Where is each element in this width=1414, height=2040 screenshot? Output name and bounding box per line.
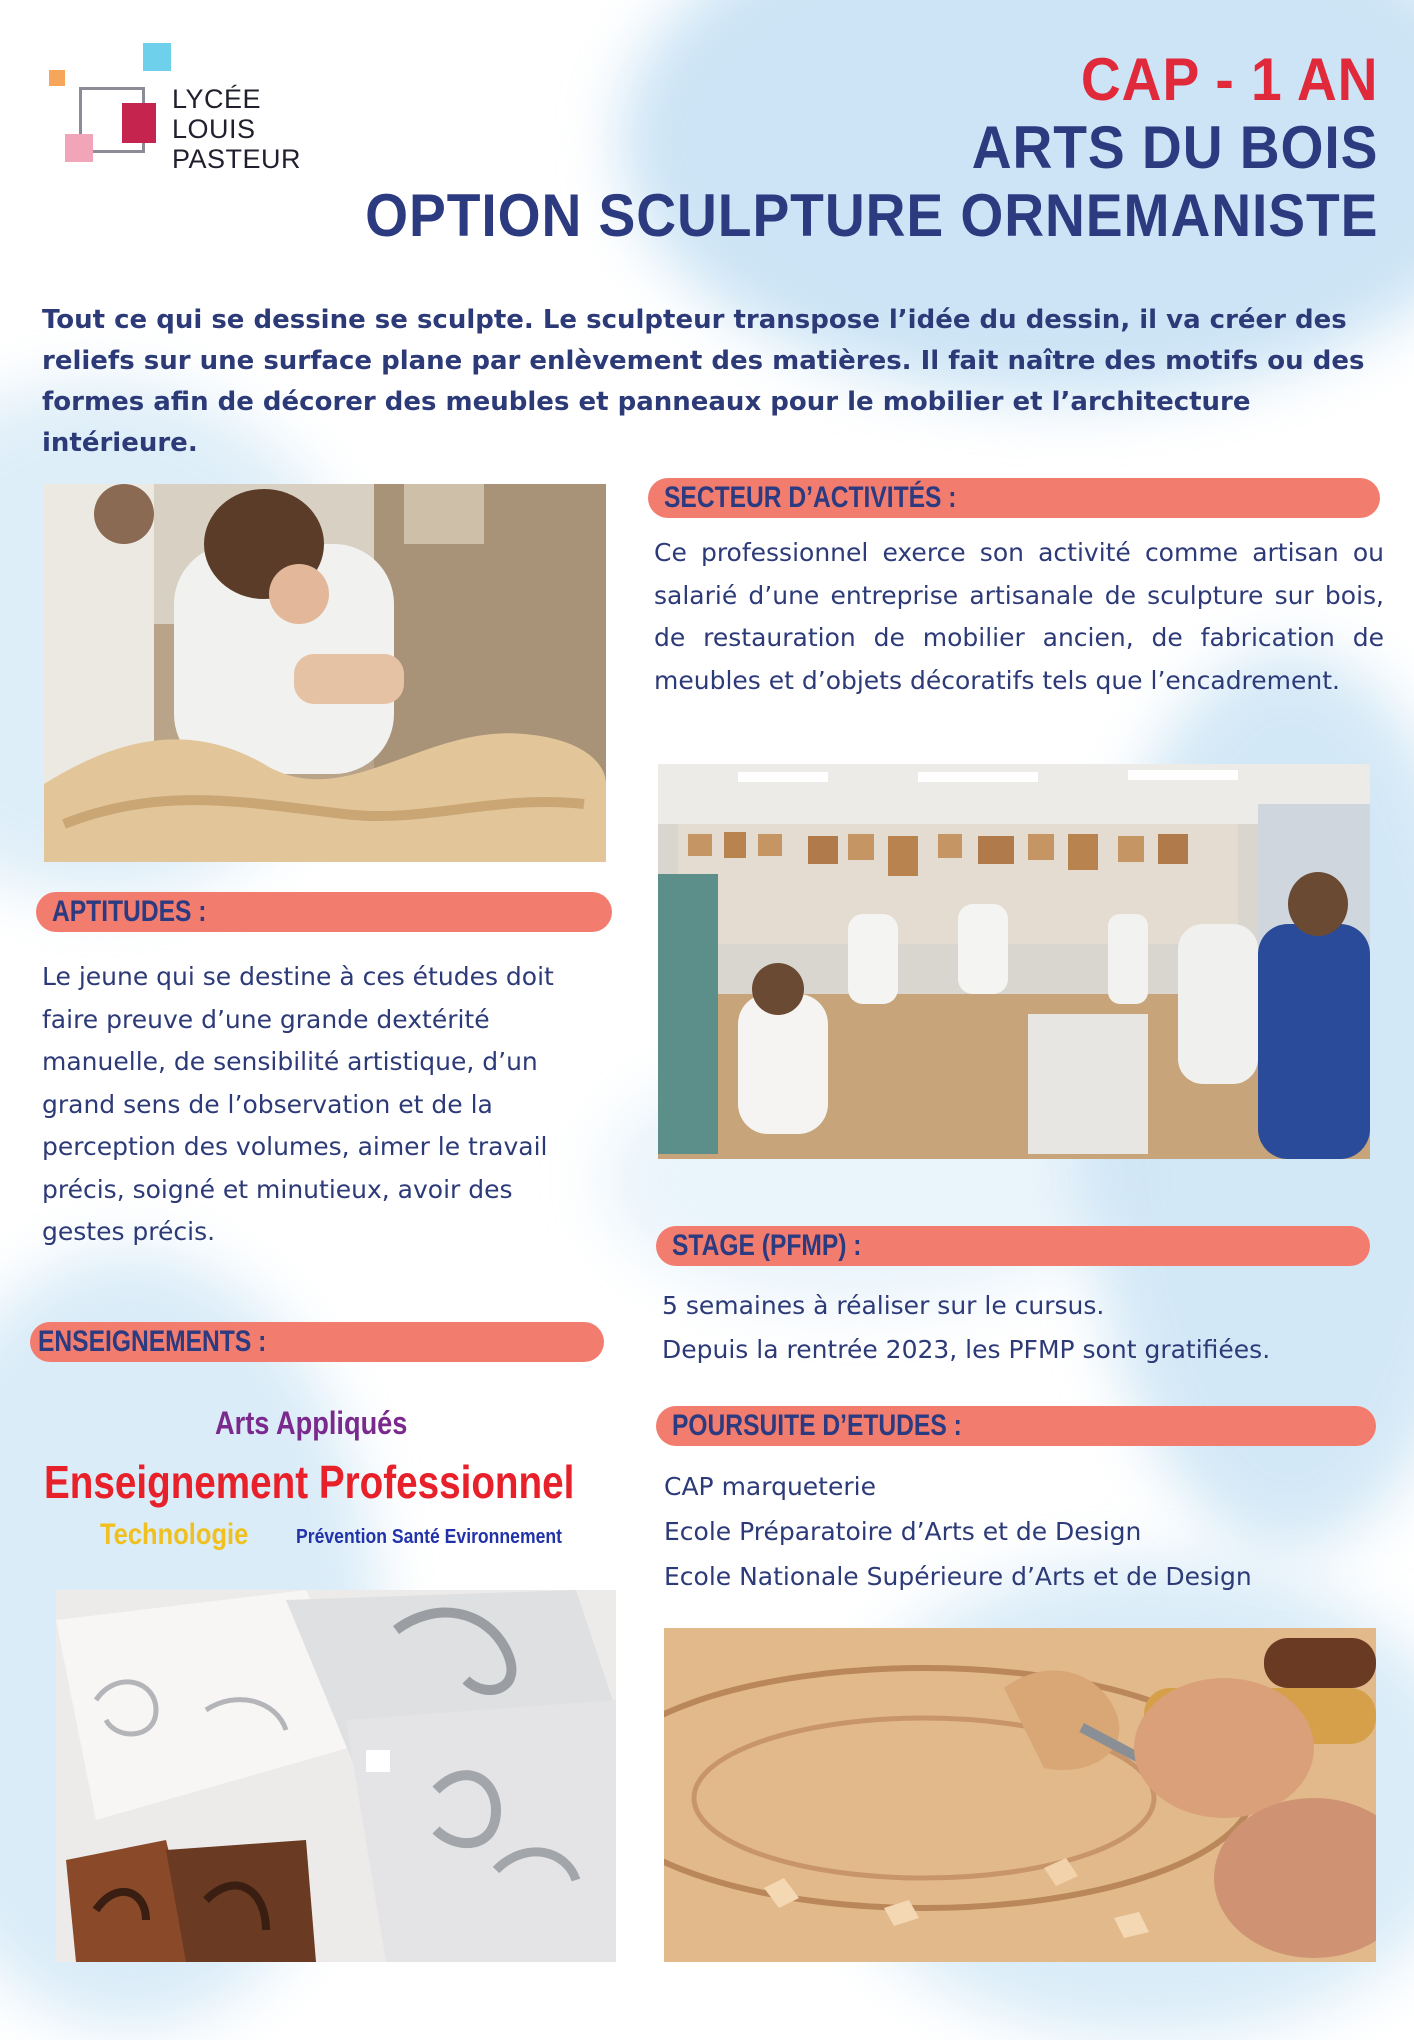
school-name-line: LYCÉE [172, 84, 262, 114]
chisel-carving-photo [664, 1628, 1376, 1962]
school-name-line: PASTEUR [172, 144, 302, 174]
subject-technologie: Technologie [100, 1518, 249, 1551]
enseignements-heading-bar [30, 1322, 604, 1362]
secteur-text: Ce professionnel exerce son activité comme artisan ou salarié d’une entreprise artisanale de sculpture sur bois, de restauration de mobilier ancien, de fabrication de meubles et d’objets décoratifs tels que l’encadrement. [654, 538, 1384, 695]
stage-heading-bar [656, 1226, 1370, 1266]
student-sculpting-photo [44, 484, 606, 862]
title-line-cap: CAP - 1 AN [1080, 46, 1378, 113]
poursuite-list [664, 1464, 1384, 1599]
title-line-option: OPTION SCULPTURE ORNEMANISTE [364, 182, 1378, 249]
school-name-line: LOUIS [172, 114, 256, 144]
subject-prevention-sante: Prévention Santé Evironnement [296, 1526, 563, 1548]
aptitudes-heading-bar [36, 892, 612, 932]
poursuite-item: Ecole Nationale Supérieure d’Arts et de Design [664, 1562, 1252, 1591]
logo-square-orange [49, 70, 65, 86]
aptitudes-line: faire preuve d’une grande dextérité [42, 1004, 490, 1034]
secteur-heading: SECTEUR D’ACTIVITÉS : [664, 481, 957, 514]
stage-text [662, 1284, 1382, 1372]
page-title [277, 46, 1378, 250]
aptitudes-line: gestes précis. [42, 1217, 216, 1246]
subject-arts-appliques: Arts Appliqués [215, 1405, 408, 1441]
aptitudes-line: Le jeune qui se destine à ces études doit [42, 962, 554, 991]
enseignements-heading: ENSEIGNEMENTS : [38, 1325, 267, 1358]
aptitudes-line: précis, soigné et minutieux, avoir des [42, 1174, 513, 1204]
aptitudes-text [42, 956, 612, 1254]
aptitudes-line: grand sens de l’observation et de la [42, 1089, 493, 1119]
intro-paragraph: Tout ce qui se dessine se sculpte. Le sculpteur transpose l’idée du dessin, il va créer des reliefs sur une surface plane par enlèvement des matières. Il fait naître des motifs ou des formes afin de décorer des meubles et panneaux pour le mobilier et l’architecture intérieure. [42, 305, 1365, 458]
logo-square-cyan [143, 43, 171, 71]
stage-heading: STAGE (PFMP) : [672, 1229, 862, 1262]
aptitudes-heading: APTITUDES : [52, 895, 207, 928]
poursuite-item: Ecole Préparatoire d’Arts et de Design [664, 1517, 1142, 1546]
aptitudes-line: perception des volumes, aimer le travail [42, 1132, 548, 1161]
stage-line: Depuis la rentrée 2023, les PFMP sont gratifiées. [662, 1335, 1271, 1364]
secteur-heading-bar [648, 478, 1380, 518]
aptitudes-line: manuelle, de sensibilité artistique, d’un [42, 1047, 538, 1076]
poursuite-item: CAP marqueterie [664, 1472, 876, 1501]
logo-square-crimson [122, 103, 156, 143]
ornament-drawings-photo [56, 1590, 616, 1962]
poursuite-heading-bar [656, 1406, 1376, 1446]
stage-line: 5 semaines à réaliser sur le cursus. [662, 1291, 1105, 1320]
workshop-photo [658, 764, 1370, 1159]
poursuite-heading: POURSUITE D’ETUDES : [672, 1409, 962, 1442]
subject-enseignement-professionnel: Enseignement Professionnel [44, 1456, 575, 1508]
title-line-arts: ARTS DU BOIS [971, 114, 1378, 181]
logo-square-pink [65, 134, 93, 162]
